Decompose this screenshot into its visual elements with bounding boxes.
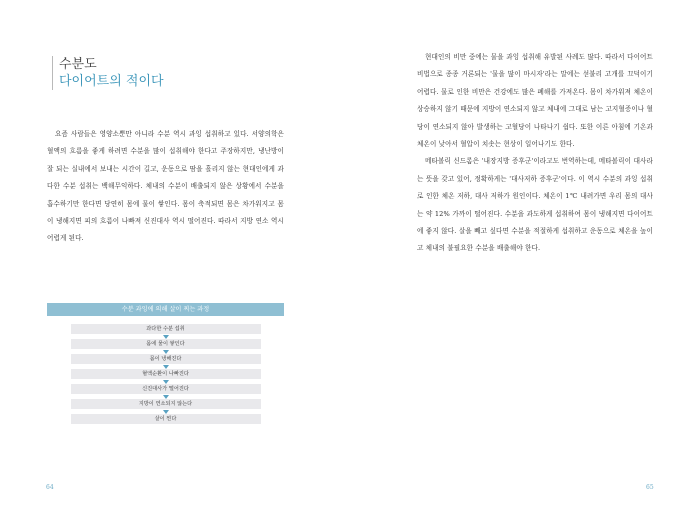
- step-list: [47, 324, 284, 424]
- left-body-text: [47, 126, 284, 248]
- diagram-step: 지방이 연소되지 않는다: [71, 399, 261, 409]
- arrow-down-icon: [163, 350, 169, 354]
- arrow-down-icon: [163, 395, 169, 399]
- diagram-header: 수분 과잉에 의해 살이 찌는 과정: [47, 303, 284, 316]
- diagram-step: 과다한 수분 섭취: [71, 324, 261, 334]
- paragraph: 메타볼릭 신드롬은 '내장지방 증후군'이라고도 번역하는데, 메타볼릭이 대사라는 뜻을 갖고 있어, 정확하게는 '대사저하 증후군'이다. 이 역시 수분의 과잉 섭취로 인한 체온 저하, 대사 저하가 원인이다. 체온이 1℃ 내려가면 우리 몸의 대사는 약 12% 가까이 떨어진다. 수분을 과도하게 섭취하여 몸이 냉해지면 다이어트에 좋지 않다. 살을 빼고 싶다면 수분을 적절하게 섭취하고 운동으로 체온을 높이고 체내의 불필요한 수분을 배출해야 한다.: [417, 157, 653, 253]
- paragraph: 현대인의 비만 중에는 물을 과잉 섭취해 유발된 사례도 많다. 따라서 다이어트 비법으로 종종 거론되는 '물을 많이 마시자'라는 말에는 섣불리 고개를 끄덕이기 어렵다. 물로 인한 비만은 건강에도 많은 폐해를 가져온다. 몸이 차가워져 체온이 상승하지 않기 때문에 지방이 연소되지 않고 체내에 그대로 남는 고지혈증이나 혈당이 연소되지 않아 발생하는 고혈당이 나타나기 쉽다. 또한 이른 아침에 기온과 체온이 낮아서 혈압이 치솟는 현상이 일어나기도 한다.: [417, 53, 653, 149]
- title-block: [52, 56, 164, 90]
- right-page: [350, 0, 700, 517]
- page-title: 수분도: [59, 57, 97, 72]
- diagram-step: 신진대사가 떨어진다: [71, 384, 261, 394]
- arrow-down-icon: [163, 380, 169, 384]
- diagram-step: 몸에 물이 쌓인다: [71, 339, 261, 349]
- diagram-step: 살이 찐다: [71, 414, 261, 424]
- page-number: 65: [646, 484, 654, 491]
- arrow-down-icon: [163, 365, 169, 369]
- paragraph: 요즘 사람들은 영양소뿐만 아니라 수분 역시 과잉 섭취하고 있다. 서양의학은 혈액의 흐름을 좋게 하려면 수분을 많이 섭취해야 한다고 주장하지만, 냉난방이 잘 되는 실내에서 보내는 시간이 길고, 운동으로 땀을 흘리지 않는 현대인에게 과다한 수분 섭취는 백해무익하다. 체내의 수분이 배출되지 않은 상황에서 수분을 흡수하기만 한다면 당연히 몸에 물이 쌓인다. 몸이 축적되면 몸은 차가워지고 몸이 냉해지면 피의 흐름이 나빠져 신진대사 역시 떨어진다. 따라서 지방 연소 역시 어렵게 된다.: [47, 130, 284, 243]
- diagram-step: 혈액순환이 나빠진다: [71, 369, 261, 379]
- page-number: 64: [46, 484, 54, 491]
- process-diagram: [47, 303, 284, 424]
- arrow-down-icon: [163, 335, 169, 339]
- right-body-text: [417, 49, 653, 258]
- arrow-down-icon: [163, 410, 169, 414]
- page-subtitle: 다이어트의 적이다: [59, 74, 164, 89]
- diagram-step: 몸이 냉해진다: [71, 354, 261, 364]
